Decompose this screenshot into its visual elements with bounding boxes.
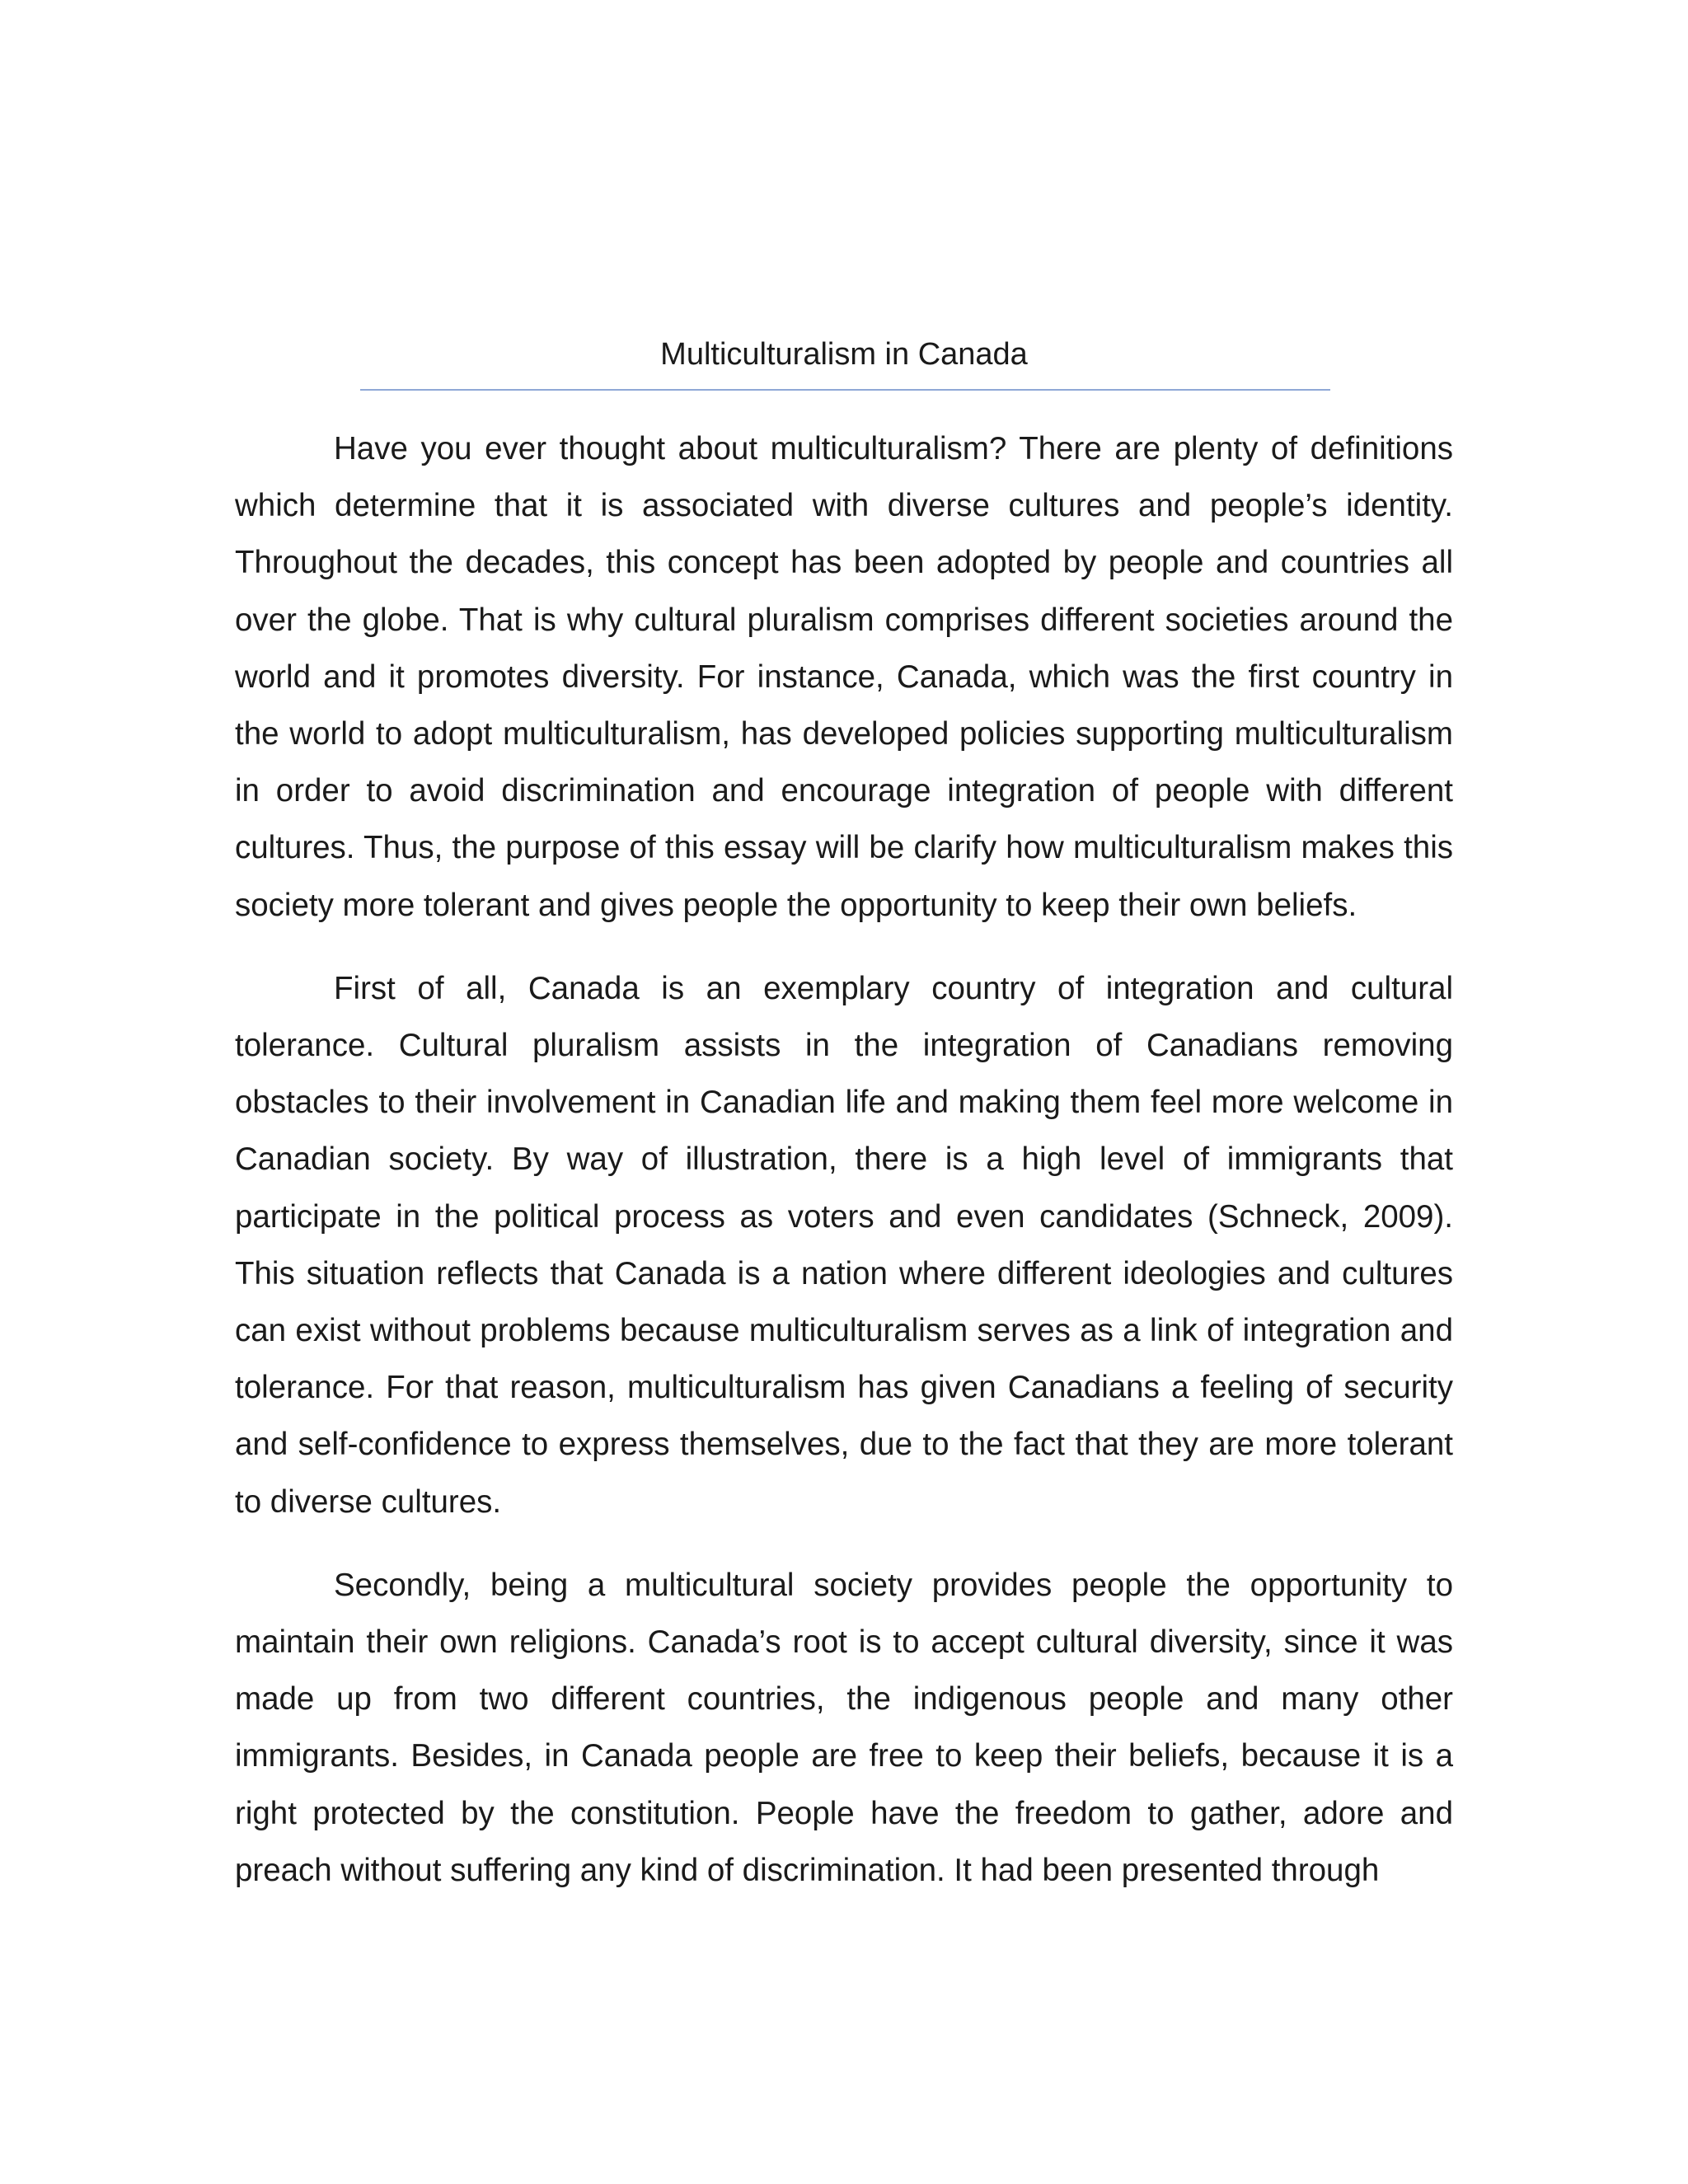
paragraph-2: First of all, Canada is an exemplary country of integration and cultural tolerance. Cultural pluralism assists in the integration of Canadians removing obstacles to their involvement in Canadian life and making them feel more welcome in Canadian society. By way of illustration, there is a high level of immigrants that participate in the political process as voters and even candidates (Schneck, 2009). This situation reflects that Canada is a nation where different ideologies and cultures can exist without problems because multiculturalism serves as a link of integration and tolerance. For that reason, multiculturalism has given Canadians a feeling of security and self-confidence to express themselves, due to the fact that they are more tolerant to diverse cultures. <box>235 970 1453 1520</box>
document-title: Multiculturalism in Canada <box>660 337 1028 372</box>
paragraph-3: Secondly, being a multicultural society provides people the opportunity to maintain their own religions. Canada’s root is to accept cultural diversity, since it was made up from two different countries, the indigenous people and many other immigrants. Besides, in Canada people are free to keep their beliefs, because it is a right protected by the constitution. People have the freedom to gather, adore and preach without suffering any kind of discrimination. It had been presented through <box>235 1567 1453 1888</box>
document-body <box>235 420 1453 1925</box>
paragraph-1: Have you ever thought about multiculturalism? There are plenty of definitions which determine that it is associated with diverse cultures and people’s identity. Throughout the decades, this concept has been adopted by people and countries all over the globe. That is why cultural pluralism comprises different societies around the world and it promotes diversity. For instance, Canada, which was the first country in the world to adopt multiculturalism, has developed policies supporting multiculturalism in order to avoid discrimination and encourage integration of people with different cultures. Thus, the purpose of this essay will be clarify how multiculturalism makes this society more tolerant and gives people the opportunity to keep their own beliefs. <box>235 431 1453 923</box>
title-underline <box>360 389 1330 391</box>
